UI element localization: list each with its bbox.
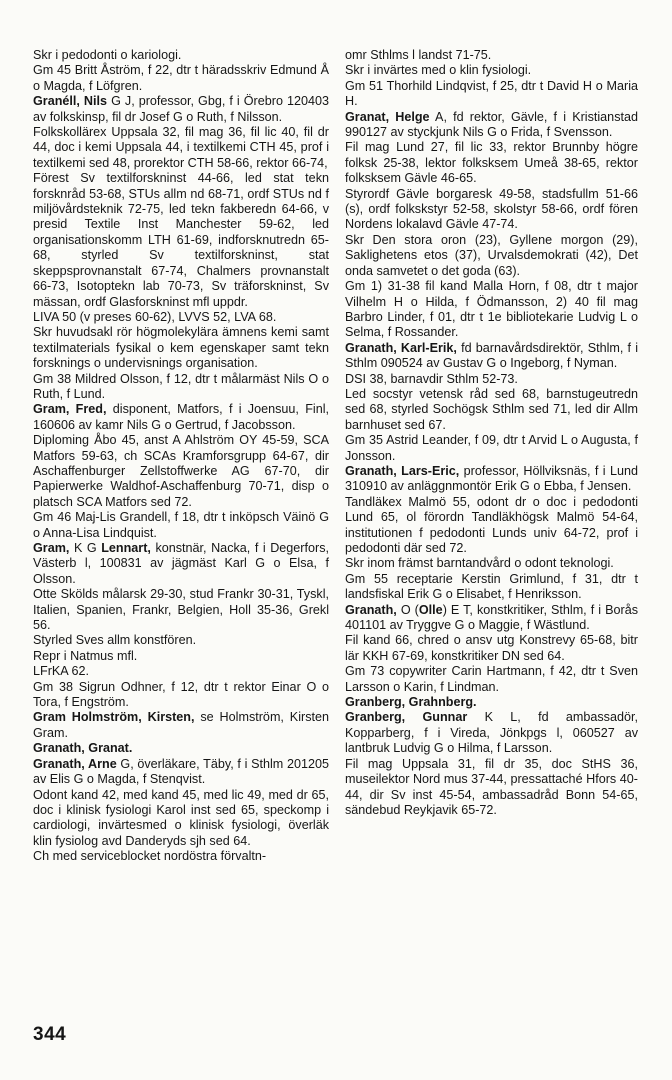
entry-text: Gm 55 receptarie Kerstin Grimlund, f 31, dtr t landsfiskal Erik G o Elisabet, f Henriksson. (345, 571, 638, 602)
entry-text: A, fd rektor, Gävle, f i Kristianstad 990127 av styckjunk Nils G o Frida, f Svensson. (345, 109, 638, 140)
entry-paragraph (33, 48, 329, 63)
entry-text: Gm 46 Maj-Lis Grandell, f 18, dtr t inköpsch Väinö G o Anna-Lisa Lindquist. (33, 510, 329, 540)
entry-text: K G (69, 541, 102, 555)
entry-paragraph (33, 171, 329, 310)
entry-name: Granath, Granat. (33, 741, 133, 756)
entry-header-paragraph (345, 710, 638, 756)
entry-paragraph (345, 572, 638, 603)
entry-name: Gram Holmström, Kirsten, (33, 710, 195, 725)
entry-text: Diploming Åbo 45, anst A Ahlström OY 45-59, SCA Matfors 59-63, ch SCAs Kramforsgrupp 64-67, dir Aschaffenburger Zellstoffwerke AG 67-70, dir Papierwerke Waldhof-Aschaffenburg 70-71, disp o platsch SCA Matfors sed 72. (33, 433, 329, 509)
entry-paragraph (345, 664, 638, 695)
entry-paragraph (345, 433, 638, 464)
entry-paragraph (345, 387, 638, 433)
entry-text: O ( (396, 602, 419, 617)
entry-text: G, överläkare, Täby, f i Sthlm 201205 av Elis G o Magda, f Stenqvist. (33, 756, 329, 787)
entry-header-paragraph (33, 94, 329, 125)
entry-name: Gram, (33, 541, 70, 555)
entry-paragraph (33, 325, 329, 371)
entry-text: LFrKA 62. (33, 664, 90, 679)
entry-paragraph (345, 556, 638, 571)
entry-name: Granat, Helge (345, 109, 430, 124)
entry-text: Skr inom främst barntandvård o odont teknologi. (345, 556, 614, 571)
entry-paragraph (33, 680, 329, 711)
entry-header-paragraph (345, 341, 638, 372)
entry-text: DSI 38, barnavdir Sthlm 52-73. (345, 371, 518, 386)
entry-text: Skr huvudsakl rör högmolekylära ämnens kemi samt textilmaterials fysikal o kem egenskaper samt tekn forsknings o undervisnings organisation. (33, 325, 329, 371)
entry-text: Odont kand 42, med kand 45, med lic 49, med dr 65, doc i klinisk fysiologi Karol inst sed 65, speckomp i cardiologi, invärtesmed o klinisk fysiologi, överläk klin fysiolog avd Danderyds sjh sed 64. (33, 787, 329, 848)
entry-text: Skr Den stora oron (23), Gyllene morgon (29), Saklighetens etos (37), Urvalsdemokrati (42), Det onda samvetet o det goda (63). (345, 232, 638, 278)
entry-text: se Holmström, Kirsten Gram. (33, 710, 329, 740)
entry-text: Gm 38 Sigrun Odhner, f 12, dtr t rektor Einar O o Tora, f Engström. (33, 679, 329, 710)
entry-text: Förest Sv textilforskninst 44-66, led stat tekn forsknråd 53-68, STUs allm nd 68-71, ordf STUs nd f miljövårdsteknik 72-75, led tekn fakberedn 64-66, v presid Textile Inst Manchester 59-62, led organisationskomm LTH 61-69, indforsknutredn 65-68, styrled Sv textilforskninst, stat skeppsprovnanstalt 67-74, Chalmers provnanstalt 66-73, Isotoptekn lab 70-73, Sv träforskninst, Sv mässan, ordf Glasforskninst mfl uppdr. (33, 171, 329, 309)
entry-paragraph (345, 279, 638, 341)
entry-paragraph (33, 63, 329, 94)
entry-paragraph (345, 79, 638, 110)
entry-name: Granéll, Nils (33, 94, 108, 109)
entry-text: Skr i invärtes med o klin fysiologi. (345, 63, 532, 78)
entry-text: omr Sthlms l landst 71-75. (345, 48, 492, 62)
entry-name: Granath, Lars-Eric, (345, 463, 460, 478)
entry-name: Granberg, Gunnar (345, 710, 468, 725)
entry-text: Gm 1) 31-38 fil kand Malla Horn, f 08, dtr t major Vilhelm H o Hilda, f Ödmansson, 2) 40 fil mag Barbro Linder, f 01, dtr t 1e bibliotekarie Ludvig L o Selma, f Rossander. (345, 279, 638, 340)
entry-header-paragraph (33, 741, 329, 756)
entry-text: Fil mag Lund 27, fil lic 33, rektor Brunnby högre folksk 25-38, lektor folksksem Umeå 38-65, rektor folksksem Gävle 46-65. (345, 140, 638, 186)
entry-paragraph (345, 187, 638, 233)
entry-paragraph (33, 664, 329, 679)
entry-name: Lennart, (101, 541, 151, 555)
entry-text: Tandläkex Malmö 55, odont dr o doc i pedodonti Lund 65, ol förordn Tandläkhögsk Malmö 54-64, institutionen f pedodonti Lunds univ 64-72, prof i pedodonti där sed 72. (345, 494, 638, 555)
entry-paragraph (33, 587, 329, 633)
entry-text: Styrled Sves allm konstfören. (33, 633, 197, 648)
entry-paragraph (345, 372, 638, 387)
entry-text: professor, Höllviksnäs, f i Lund 310910 av anläggnmontör Erik G o Ebba, f Jensen. (345, 463, 639, 494)
entry-text: disponent, Matfors, f i Joensuu, Finl, 160606 av kamr Nils G o Gertrud, f Jacobsson. (33, 402, 329, 432)
entry-text: Skr i pedodonti o kariologi. (33, 48, 182, 62)
entry-header-paragraph (33, 757, 329, 788)
entry-paragraph (33, 633, 329, 648)
entry-text: Styrordf Gävle borgaresk 49-58, stadsfullm 51-66 (s), ordf folkskstyr 52-58, skolstyr 58-66, ordf fören Nordens lokalavd Gävle 47-74. (345, 186, 638, 232)
entry-name: Granath, Arne (33, 756, 117, 771)
entry-paragraph (33, 788, 329, 850)
entry-text: Gm 38 Mildred Olsson, f 12, dtr t målarmäst Nils O o Ruth, f Lund. (33, 371, 329, 401)
entry-header-paragraph (345, 603, 638, 634)
entry-header-paragraph (345, 110, 638, 141)
entry-paragraph (33, 372, 329, 403)
entry-name: Granath, (345, 602, 397, 617)
entry-text: konstnär, Nacka, f i Degerfors, Västerb l, 100831 av jägmäst Karl G o Elsa, f Olsson. (33, 541, 329, 586)
entry-paragraph (345, 233, 638, 279)
entry-text: ) E T, konstkritiker, Sthlm, f i Borås 401101 av Tryggve G o Maggie, f Wästlund. (345, 602, 638, 633)
entry-header-paragraph (345, 464, 638, 495)
entry-paragraph (33, 849, 329, 864)
entry-text: Fil kand 66, chred o ansv utg Konstrevy 65-68, bitr lär KKH 67-69, konstkritiker DN sed 64. (345, 633, 638, 663)
entry-text: Gm 51 Thorhild Lindqvist, f 25, dtr t David H o Maria H. (345, 78, 638, 109)
entry-text: G J, professor, Gbg, f i Örebro 120403 av folkskinsp, fil dr Josef G o Ruth, f Nilsson. (33, 94, 329, 124)
entry-paragraph (33, 510, 329, 541)
entry-text: fd barnavårdsdirektör, Sthlm, f i Sthlm 090524 av Gustav G o Ingeborg, f Nyman. (345, 340, 638, 371)
entry-paragraph (345, 63, 638, 78)
entry-header-paragraph (33, 402, 329, 433)
entry-text: Gm 73 copywriter Carin Hartmann, f 42, dtr t Sven Larsson o Karin, f Lindman. (345, 664, 638, 694)
entry-paragraph (33, 310, 329, 325)
entry-paragraph (33, 433, 329, 510)
entry-name: Granath, Karl-Erik, (345, 340, 457, 355)
entry-name: Granberg, Grahnberg. (345, 695, 477, 710)
entry-paragraph (345, 757, 638, 819)
entry-paragraph (33, 649, 329, 664)
right-column (345, 48, 638, 818)
entry-header-paragraph (33, 541, 329, 587)
entry-paragraph (33, 125, 329, 171)
entry-text: LIVA 50 (v preses 60-62), LVVS 52, LVA 68. (33, 309, 277, 324)
entry-text: Gm 45 Britt Åström, f 22, dtr t häradsskriv Edmund Å o Magda, f Löfgren. (33, 63, 329, 93)
entry-text: Repr i Natmus mfl. (33, 648, 138, 663)
entry-paragraph (345, 140, 638, 186)
page-number: 344 (33, 1024, 67, 1045)
entry-text: Otte Skölds målarsk 29-30, stud Frankr 30-31, Tyskl, Italien, Spanien, Frankr, Belgien, Holl 35-36, Grekl 56. (33, 587, 329, 633)
entry-paragraph (345, 633, 638, 664)
entry-text: Ch med serviceblocket nordöstra förvaltn- (33, 849, 267, 864)
entry-text: Fil mag Uppsala 31, fil dr 35, doc StHS 36, museilektor Nord mus 37-44, pressattaché Hfors 40-44, dir Sv inst 45-54, ambassadråd Bonn 54-65, sändebud Reykjavik 65-72. (345, 756, 638, 817)
entry-header-paragraph (345, 695, 638, 710)
left-column (33, 48, 329, 865)
entry-text: Folkskollärex Uppsala 32, fil mag 36, fil lic 40, fil dr 44, doc i kemi Uppsala 44, i textilkemi CTH 45, prof i textilkemi sed 48, prorektor CTH 58-66, rektor 66-74, (33, 125, 329, 170)
entry-text: K L, fd ambassadör, Kopparberg, f i Vireda, Jönkpgs l, 060527 av lantbruk Ludvig G o Hilma, f Larsson. (345, 710, 638, 756)
entry-name: Gram, Fred, (33, 402, 107, 417)
entry-text: Led socstyr vetensk råd sed 68, barnstugeutredn sed 68, styrled Sochögsk Sthlm sed 71, led dir Allm barnhuset sed 67. (345, 386, 638, 432)
entry-text: Gm 35 Astrid Leander, f 09, dtr t Arvid L o Augusta, f Jonsson. (345, 433, 638, 463)
entry-paragraph (345, 495, 638, 557)
entry-name: Olle (418, 602, 443, 617)
entry-header-paragraph (33, 710, 329, 741)
entry-paragraph (345, 48, 638, 63)
